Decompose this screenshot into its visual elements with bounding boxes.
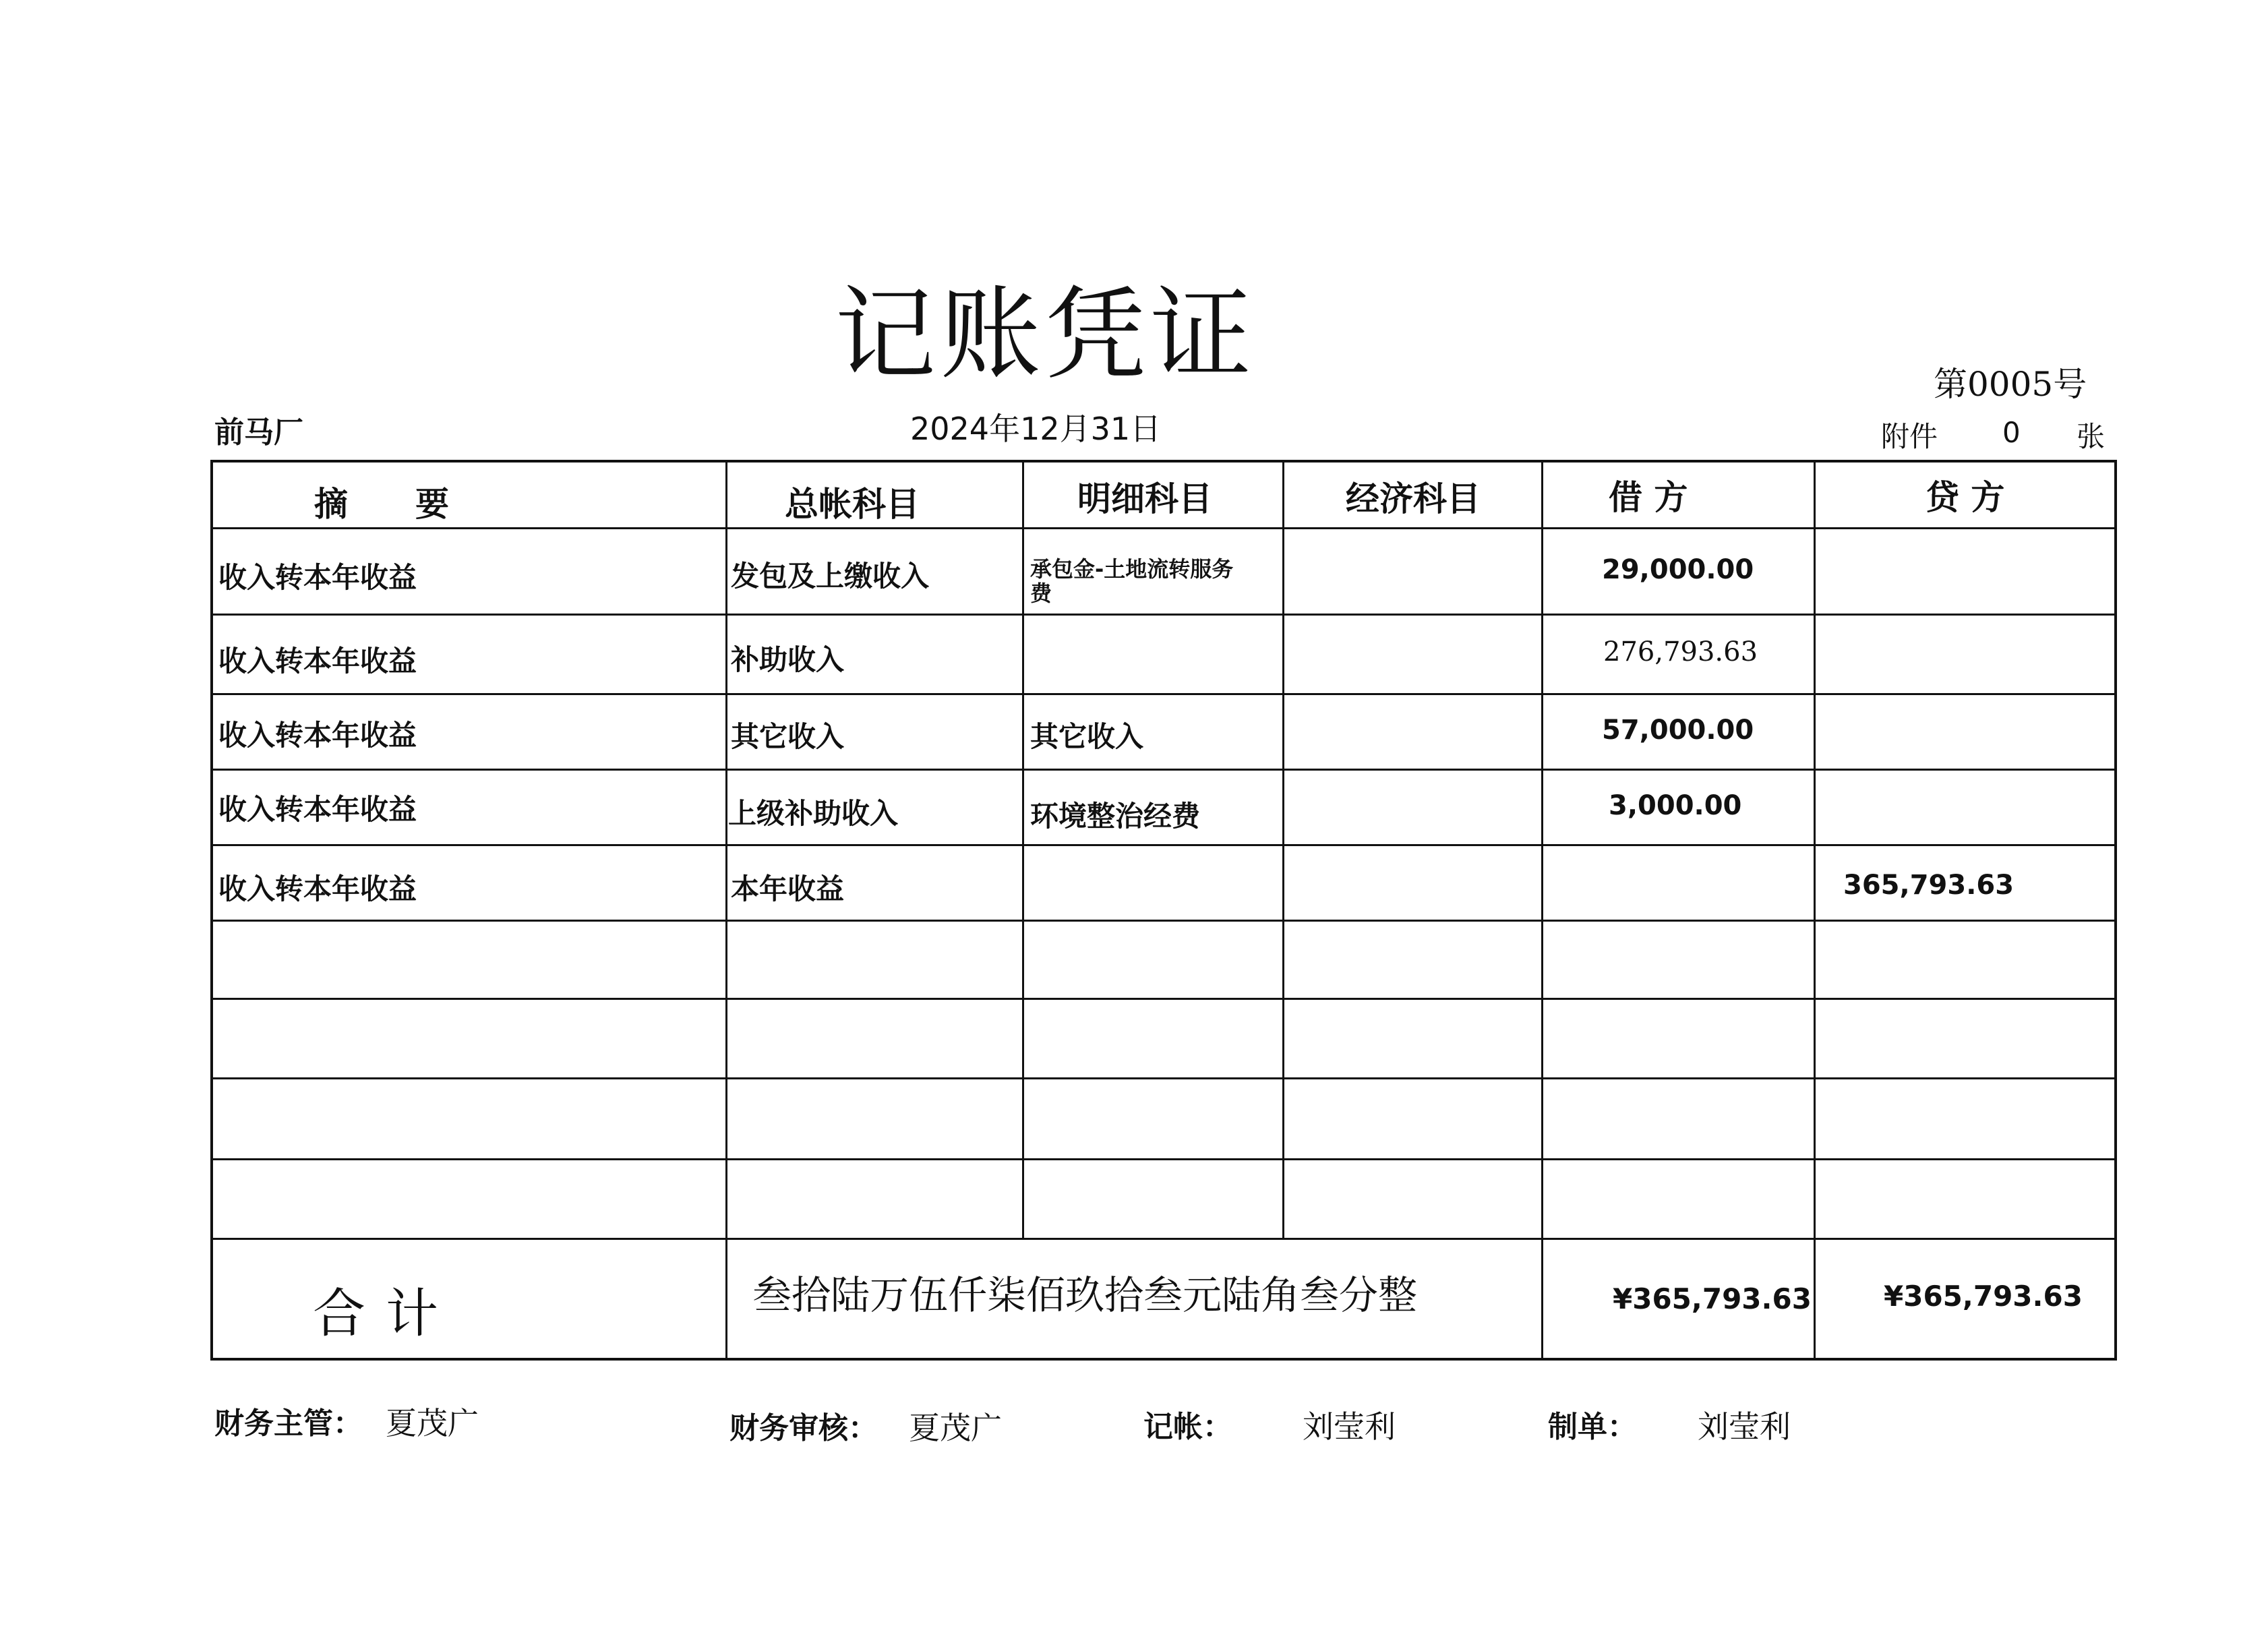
row-2-debit: 276,793.63 xyxy=(1603,636,1758,667)
attachment-count: 0 xyxy=(2002,416,2021,449)
header-summary: 摘 要 xyxy=(314,485,449,524)
row-5-credit: 365,793.63 xyxy=(1843,870,2015,901)
finance-manager-label: 财务主管： xyxy=(214,1406,363,1441)
row-5-general-account: 本年收益 xyxy=(731,872,845,905)
row-2-general-account: 补助收入 xyxy=(731,643,845,676)
voucher-date: 2024年12月31日 xyxy=(910,411,1162,447)
column-divider xyxy=(1282,463,1284,1238)
total-label: 合计 xyxy=(313,1284,459,1344)
row-4-debit: 3,000.00 xyxy=(1609,790,1742,821)
header-economic-account: 经济科目 xyxy=(1346,479,1481,518)
total-amount-in-words: 叁拾陆万伍仟柒佰玖拾叁元陆角叁分整 xyxy=(752,1272,1418,1318)
row-1-debit: 29,000.00 xyxy=(1602,554,1754,585)
row-1-general-account: 发包及上缴收入 xyxy=(731,560,930,593)
row-1-summary: 收入转本年收益 xyxy=(218,561,417,594)
voucher-number: 第0005号 xyxy=(1934,365,2087,404)
unit-name: 前马厂 xyxy=(214,415,303,450)
row-divider xyxy=(213,527,2114,529)
row-divider xyxy=(213,844,2114,846)
row-3-debit: 57,000.00 xyxy=(1602,715,1754,746)
finance-audit-name: 夏茂广 xyxy=(909,1410,1002,1446)
header-credit: 贷 方 xyxy=(1926,478,2005,517)
column-divider xyxy=(725,463,727,1361)
row-divider xyxy=(213,1077,2114,1079)
preparer-label: 制单： xyxy=(1548,1410,1637,1444)
finance-audit-label: 财务审核： xyxy=(729,1411,878,1445)
column-divider xyxy=(1814,463,1816,1361)
row-3-detail-account: 其它收入 xyxy=(1030,720,1144,753)
attachment-label: 附件 xyxy=(1881,420,1938,453)
row-divider xyxy=(213,1238,2114,1240)
header-detail-account: 明细科目 xyxy=(1077,479,1212,518)
total-debit: ¥365,793.63 xyxy=(1613,1282,1812,1315)
row-divider xyxy=(213,1158,2114,1160)
row-4-general-account: 上级补助收入 xyxy=(728,797,899,830)
header-debit: 借 方 xyxy=(1609,478,1688,517)
preparer-name: 刘莹利 xyxy=(1698,1408,1791,1445)
total-credit: ¥365,793.63 xyxy=(1884,1280,2083,1313)
row-1-detail-account: 承包金-土地流转服务 费 xyxy=(1030,556,1234,606)
row-4-summary: 收入转本年收益 xyxy=(218,793,417,826)
column-divider xyxy=(1022,463,1024,1238)
voucher-table xyxy=(210,460,2117,1361)
row-3-general-account: 其它收入 xyxy=(731,720,845,753)
header-general-account: 总帐科目 xyxy=(785,485,920,524)
bookkeeper-label: 记帐： xyxy=(1143,1410,1232,1444)
finance-manager-name: 夏茂广 xyxy=(386,1405,479,1441)
row-divider xyxy=(213,693,2114,695)
bookkeeper-name: 刘莹利 xyxy=(1303,1408,1396,1445)
row-2-summary: 收入转本年收益 xyxy=(218,645,417,678)
column-divider xyxy=(1541,463,1543,1361)
row-3-summary: 收入转本年收益 xyxy=(218,719,417,752)
document-title: 记账凭证 xyxy=(834,276,1255,394)
attachment-unit: 张 xyxy=(2077,420,2106,453)
row-divider xyxy=(213,769,2114,771)
row-4-detail-account: 环境整治经费 xyxy=(1030,800,1201,833)
row-divider xyxy=(213,614,2114,616)
row-divider xyxy=(213,998,2114,1000)
row-divider xyxy=(213,920,2114,922)
row-5-summary: 收入转本年收益 xyxy=(218,872,417,905)
